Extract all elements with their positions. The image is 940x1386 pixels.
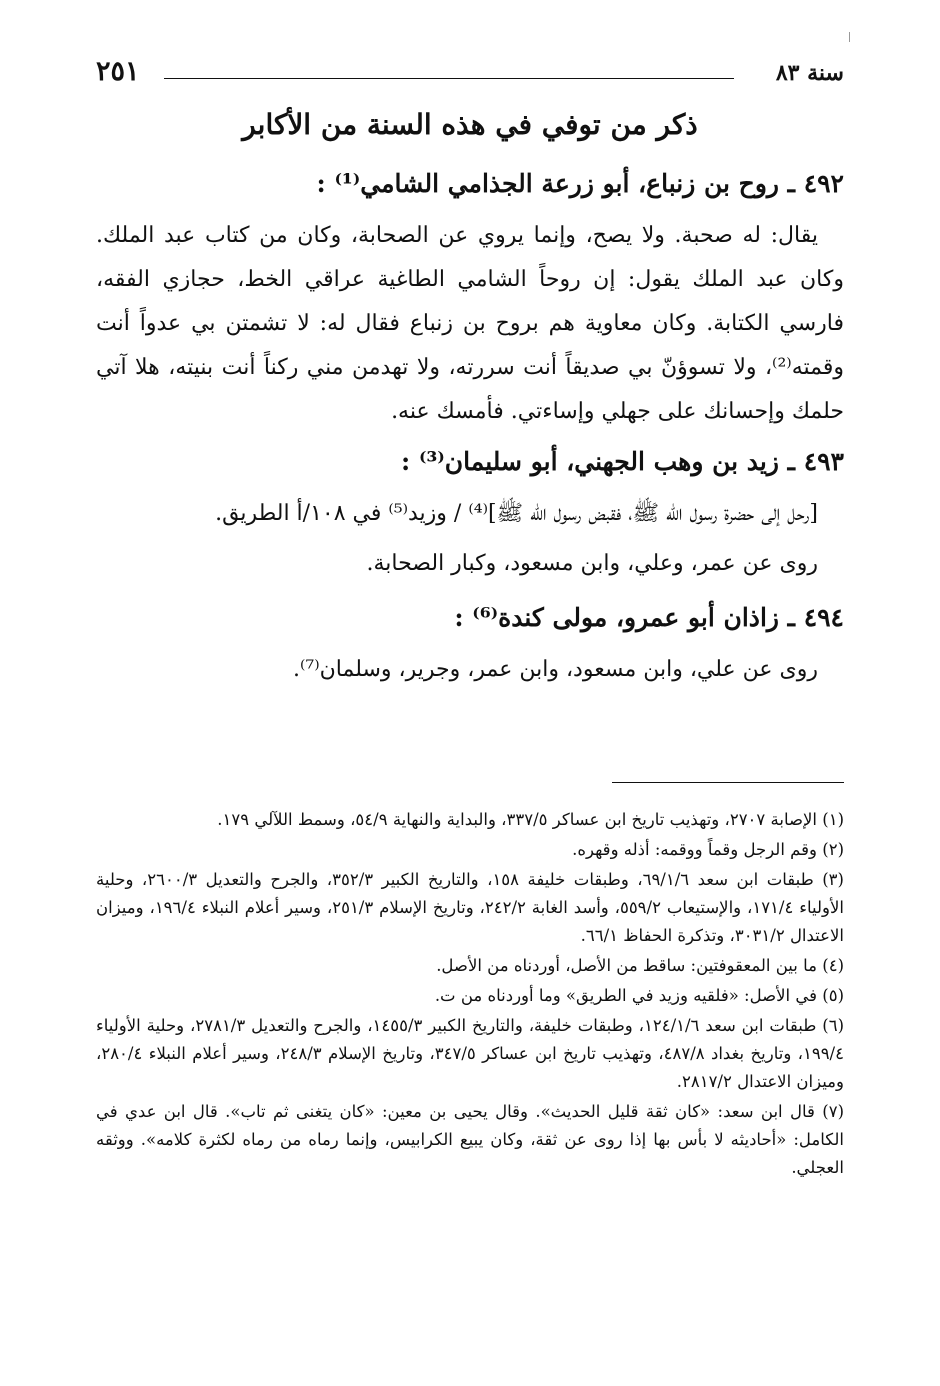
footnotes	[96, 806, 844, 1184]
footnote: (٦) طبقات ابن سعد ١٢٤/١/٦، وطبقات خليفة، والتاريخ الكبير ١٤٥٥/٣، والجرح والتعديل ٢٧٨١/٣، وحلية الأولياء ١٩٩/٤، وتاريخ بغداد ٤٨٧/٨، وتهذيب تاريخ ابن عساكر ٣٤٧/٥، وتاريخ الإسلام ٢٤٨/٣، وسير أعلام النبلاء ٢٨٠/٤، وميزان الاعتدال ٢٨١٧/٢.	[96, 1016, 844, 1091]
footnote: (٢) وقم الرجل وقماً ووقمه: أذله وقهره.	[572, 840, 844, 859]
entry-heading: ٤٩٤ ـ زاذان أبو عمرو، مولى كندة⁽⁶⁾ :	[454, 603, 844, 632]
entry-paragraph: يقال: له صحبة. ولا يصح، وإنما يروي عن الصحابة، وكان من كتاب عبد الملك. وكان عبد الملك يقول: إن روحاً الشامي الطاغية عراقي الخط، حجازي الفقه، فارسي الكتابة. وكان معاوية هم بروح بن زنباع فقال له: لا تشمتن بي عدواً أنت وقمته⁽²⁾، ولا تسوؤنّ بي صديقاً أنت سررته، ولا تهدمن مني ركناً أنت بنيته، هلا آتي حلمك وإحسانك على جهلي وإساءتي. فأمسك عنه.	[96, 223, 844, 424]
footnote: (٣) طبقات ابن سعد ٦٩/١/٦، وطبقات خليفة ١٥٨، والتاريخ الكبير ٣٥٢/٣، والجرح والتعديل ٢٦٠٠/٣، وحلية الأولياء ١٧١/٤، والإستيعاب ٥٥٩/٢، وأسد الغابة ٢٤٢/٢، وتاريخ الإسلام ٢٥١/٣، وسير أعلام النبلاء ١٩٦/٤، وميزان الاعتدال ٣٠٣١/٢، وتذكرة الحفاظ ٦٦/١.	[96, 870, 844, 945]
section-title: ذكر من توفي في هذه السنة من الأكابر	[242, 108, 698, 141]
entry-paragraph: [رحل إلى حضرة رسول الله ﷺ، فقبض رسول الله ﷺ]⁽⁴⁾ / وزيد⁽⁵⁾ في ١٠٨/أ الطريق.	[215, 501, 818, 526]
footnote: (٤) ما بين المعقوفتين: ساقط من الأصل، أوردناه من الأصل.	[436, 956, 844, 975]
entry-493	[96, 440, 844, 586]
page-number: ٢٥١	[96, 56, 140, 87]
entry-492	[96, 162, 844, 434]
running-header	[96, 58, 844, 94]
entry-paragraph: روى عن علي، وابن مسعود، وابن عمر، وجرير، وسلمان⁽⁷⁾.	[293, 657, 818, 682]
footnote: (١) الإصابة ٢٧٠٧، وتهذيب تاريخ ابن عساكر ٣٣٧/٥، والبداية والنهاية ٥٤/٩، وسمط اللآلي ١٧٩.	[217, 810, 844, 829]
entry-494	[96, 596, 844, 692]
entry-heading: ٤٩٢ ـ روح بن زنباع، أبو زرعة الجذامي الشامي⁽¹⁾ :	[316, 169, 844, 198]
header-rule	[164, 78, 734, 79]
entry-paragraph: روى عن عمر، وعلي، وابن مسعود، وكبار الصحابة.	[366, 551, 818, 576]
footnote-separator	[612, 782, 844, 783]
header-year-label: سنة ٨٣	[775, 60, 844, 86]
footnote: (٧) قال ابن سعد: «كان ثقة قليل الحديث». وقال يحيى بن معين: «كان يتغنى ثم تاب». قال ابن عدي في الكامل: «أحاديثه لا بأس بها إذا روى عن ثقة، وكان يبيع الكرابيس، وإنما رماه من رماه لكثرة كلامه». ووثقه العجلي.	[96, 1102, 844, 1177]
footnote: (٥) في الأصل: «فلقيه وزيد في الطريق» وما أوردناه من ت.	[434, 986, 844, 1005]
margin-mark	[849, 32, 850, 42]
entry-heading: ٤٩٣ ـ زيد بن وهب الجهني، أبو سليمان⁽³⁾ :	[401, 447, 844, 476]
main-text	[96, 162, 844, 698]
